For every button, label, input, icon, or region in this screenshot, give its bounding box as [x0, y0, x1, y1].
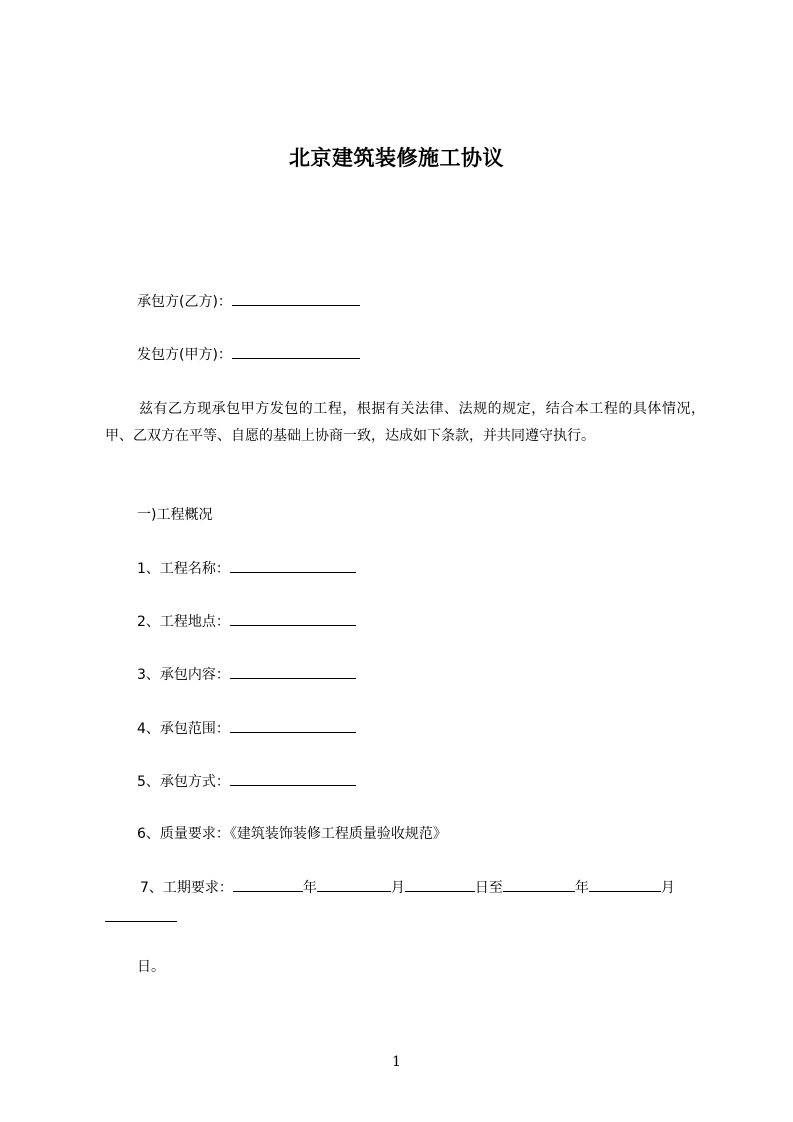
day-end-line: 日。: [137, 959, 165, 975]
item-content-line: [137, 664, 356, 685]
item-location-line: [137, 611, 356, 632]
item-name-line: [137, 558, 356, 579]
period-blank: [317, 877, 391, 892]
period-blank: [589, 877, 661, 892]
item-blank: [230, 771, 356, 786]
period-month: 月: [660, 880, 675, 896]
item-label: 2、工程地点：: [137, 614, 230, 630]
item-blank: [230, 611, 356, 626]
document-title: 北京建筑装修施工协议: [289, 146, 504, 170]
item-blank: [230, 718, 356, 733]
employer-line: [137, 344, 360, 365]
section-heading: 一)工程概况: [137, 507, 213, 523]
employer-label: 发包方(甲方)：: [137, 347, 232, 363]
quality-line: 6、质量要求：《建筑装饰装修工程质量验收规范》: [137, 826, 447, 842]
item-label: 5、承包方式：: [137, 774, 230, 790]
item-scope-line: [137, 718, 356, 739]
period-blank: [405, 877, 475, 892]
period-blank-continued: [105, 907, 177, 922]
period-year: 年: [574, 880, 589, 896]
period-month: 月: [390, 880, 405, 896]
period-label: 7、工期要求：: [140, 880, 233, 896]
period-year: 年: [302, 880, 317, 896]
page-number: 1: [392, 1054, 401, 1070]
contractor-blank: [232, 291, 360, 306]
period-day-to: 日至: [474, 880, 503, 896]
period-blank: [233, 877, 303, 892]
intro-paragraph: 兹有乙方现承包甲方发包的工程，根据有关法律、法规的规定，结合本工程的具体情况，甲、乙双方在平等、自愿的基础上协商一致，达成如下条款，并共同遵守执行。: [105, 401, 705, 444]
item-blank: [230, 664, 356, 679]
item-label: 4、承包范围：: [137, 721, 230, 737]
item-method-line: [137, 771, 356, 792]
period-line: [140, 877, 675, 898]
contractor-label: 承包方(乙方)：: [137, 294, 232, 310]
employer-blank: [232, 344, 360, 359]
period-blank: [503, 877, 575, 892]
contractor-line: [137, 291, 360, 312]
item-label: 1、工程名称：: [137, 561, 230, 577]
item-label: 3、承包内容：: [137, 667, 230, 683]
item-blank: [230, 558, 356, 573]
